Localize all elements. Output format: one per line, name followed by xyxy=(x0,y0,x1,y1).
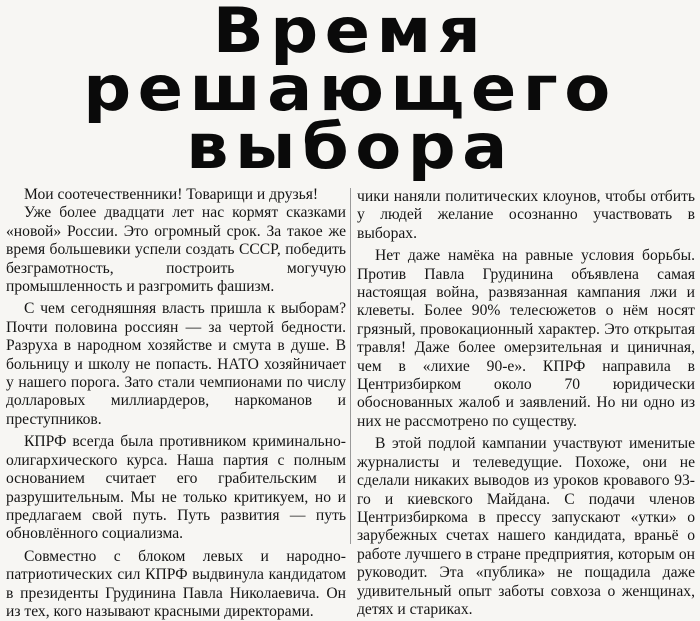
article-column-left xyxy=(6,186,346,621)
headline-line-2: решающего xyxy=(83,52,617,125)
paragraph: КПРФ всегда была противником криминально-олигархического курса. Наша партия с полным основанием считает его грабительским и разрушительным. Мы не только критикуем, но и предлагаем свой путь. Путь развития — путь обновлённого социализма. xyxy=(6,433,346,543)
headline-line-3: выбора xyxy=(186,110,514,183)
paragraph: С чем сегодняшняя власть пришла к выборам? Почти половина россиян — за чертой бедности. Разруха в народном хозяйстве и смута в душе. В больницу и школу не попасть. НАТО хозяйничает у нашего порога. Зато стали чемпионами по числу долларовых миллиардеров, наркоманов и преступников. xyxy=(6,300,346,428)
headline xyxy=(0,0,700,183)
paragraph-greeting: Мои соотечественники! Товарищи и друзья! xyxy=(24,186,319,203)
paragraph: Нет даже намёка на равные условия борьбы. Против Павла Грудинина объявлена самая настоящая война, развязанная кампания лжи и клеветы. Более 90% телесюжетов о нём носят грязный, провокационный характер. Это открытая травля! Даже более омерзительная и циничная, чем в «лихие 90-е». КПРФ направила в Центризбирком около 70 юридически обоснованных жалоб и заявлений. Но ни одно из них не рассмотрено по существу. xyxy=(357,247,695,430)
headline-line-1: Время xyxy=(212,0,488,67)
article-column-right xyxy=(357,188,695,619)
paragraph: Совместно с блоком левых и народно-патриотических сил КПРФ выдвинула кандидатом в президенты Грудинина Павла Николаевича. Он из тех, кого называют красными директорами. xyxy=(6,547,346,620)
paragraph: В этой подлой кампании участвуют именитые журналисты и телеведущие. Похоже, они не сделали никаких выводов из уроков кровавого 93-го и киевского Майдана. С подачи членов Центризбиркома в прессу запускают «утки» о зарубежных счетах нашего кандидата, враньё о работе лучшего в стране предприятия, которым он руководит. Эта «публика» не пощадила даже удивительный опыт заботы совхоза о женщинах, детях и стариках. xyxy=(357,435,695,618)
paragraph-continued: чики наняли политических клоунов, чтобы отбить у людей желание осознанно участвовать в выборах. xyxy=(357,188,695,242)
column-divider xyxy=(350,188,351,544)
paragraph: Уже более двадцати лет нас кормят сказками «новой» России. Это огромный срок. За такое же время большевики успели создать СССР, победить безграмотность, построить могучую промышленность и разгромить фашизм. xyxy=(6,204,346,296)
